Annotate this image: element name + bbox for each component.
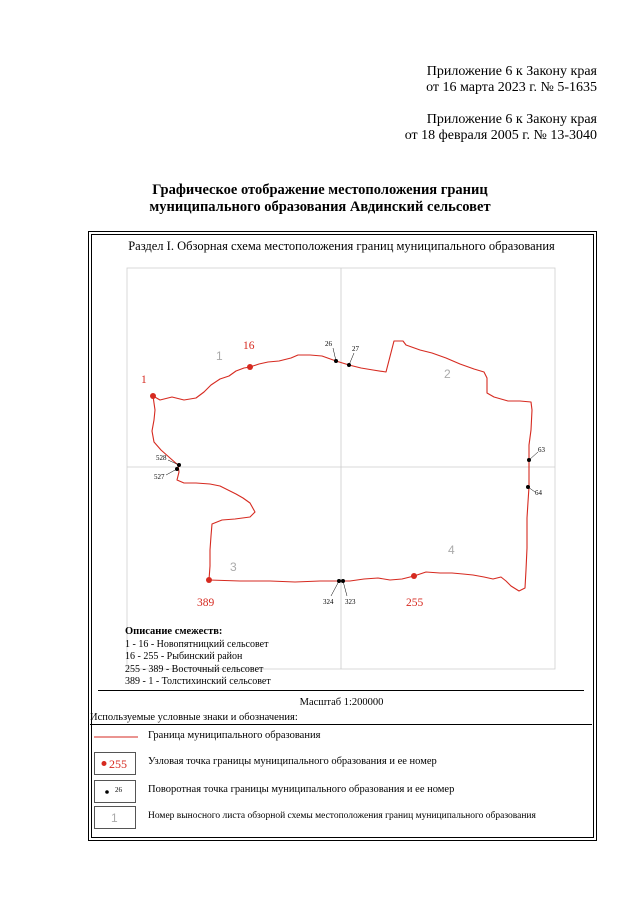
turning-point-label: 324	[323, 598, 334, 606]
turning-point-symbol	[94, 780, 136, 803]
legend-title: Используемые условные знаки и обозначения:	[90, 712, 298, 723]
header-line: Приложение 6 к Закону края	[426, 64, 597, 79]
legend-symbol-label: 26	[115, 786, 122, 794]
legend-text: Узловая точка границы муниципального образования и ее номер	[148, 756, 437, 767]
title-line: муниципального образования Авдинский сельсовет	[149, 199, 491, 215]
adjacency-item: 255 - 389 - Восточный сельсовет	[125, 663, 264, 675]
adjacency-title: Описание смежеств:	[125, 626, 223, 637]
legend-item-boundary	[90, 726, 592, 750]
nodal-point-label: 16	[243, 340, 255, 352]
turning-point-label: 26	[325, 340, 332, 348]
legend-text: Поворотная точка границы муниципального образования и ее номер	[148, 784, 455, 795]
turning-point-324	[323, 579, 341, 606]
legend-symbol-label: 255	[109, 757, 127, 771]
sheet-number-3: 3	[230, 560, 237, 574]
nodal-point-symbol	[94, 752, 136, 775]
scale-divider	[98, 690, 584, 691]
sheet-number-2: 2	[444, 367, 451, 381]
sheet-number-4: 4	[448, 543, 455, 557]
boundary-line-symbol	[94, 727, 138, 747]
legend-symbol-label: 1	[111, 811, 118, 825]
section-title: Раздел I. Обзорная схема местоположения границ муниципального образования	[128, 239, 555, 253]
turning-point-label: 27	[352, 345, 359, 353]
adjacency-description	[125, 626, 271, 689]
sheet-number-symbol	[94, 806, 136, 829]
nodal-point-1	[141, 374, 156, 399]
legend-item-sheet	[90, 806, 592, 830]
adjacency-item: 1 - 16 - Новопятницкий сельсовет	[125, 638, 269, 650]
nodal-point-label: 1	[141, 374, 147, 386]
turning-point-323	[341, 579, 356, 606]
turning-point-527	[154, 467, 179, 481]
header-line: от 18 февраля 2005 г. № 13-3040	[404, 128, 597, 143]
adjacency-item: 389 - 1 - Толстихинский сельсовет	[125, 676, 271, 687]
nodal-point-label: 389	[197, 597, 215, 609]
turning-point-63	[527, 446, 546, 462]
turning-point-label: 528	[156, 454, 167, 462]
legend-item-nodal	[90, 752, 592, 776]
map-scale: Масштаб 1:200000	[299, 697, 384, 708]
legend-text: Граница муниципального образования	[148, 730, 321, 741]
turning-point-label: 64	[535, 489, 542, 497]
turning-point-label: 63	[538, 446, 545, 454]
turning-point-label: 527	[154, 473, 165, 481]
turning-point-label: 323	[345, 598, 356, 606]
legend-item-turning	[90, 780, 592, 804]
nodal-point-389	[197, 577, 215, 609]
turning-point-27	[347, 345, 360, 367]
legend-text: Номер выносного листа обзорной схемы местоположения границ муниципального образования	[148, 811, 536, 821]
municipal-boundary	[152, 341, 532, 591]
header-line: Приложение 6 к Закону края	[426, 112, 597, 127]
nodal-point-label: 255	[406, 597, 424, 609]
title-line: Графическое отображение местоположения границ	[152, 182, 488, 198]
adjacency-item: 16 - 255 - Рыбинский район	[125, 651, 243, 662]
sheet-number-1: 1	[216, 349, 223, 363]
legend-divider	[90, 724, 592, 725]
nodal-point-255	[406, 573, 424, 609]
header-line: от 16 марта 2023 г. № 5-1635	[426, 80, 597, 95]
